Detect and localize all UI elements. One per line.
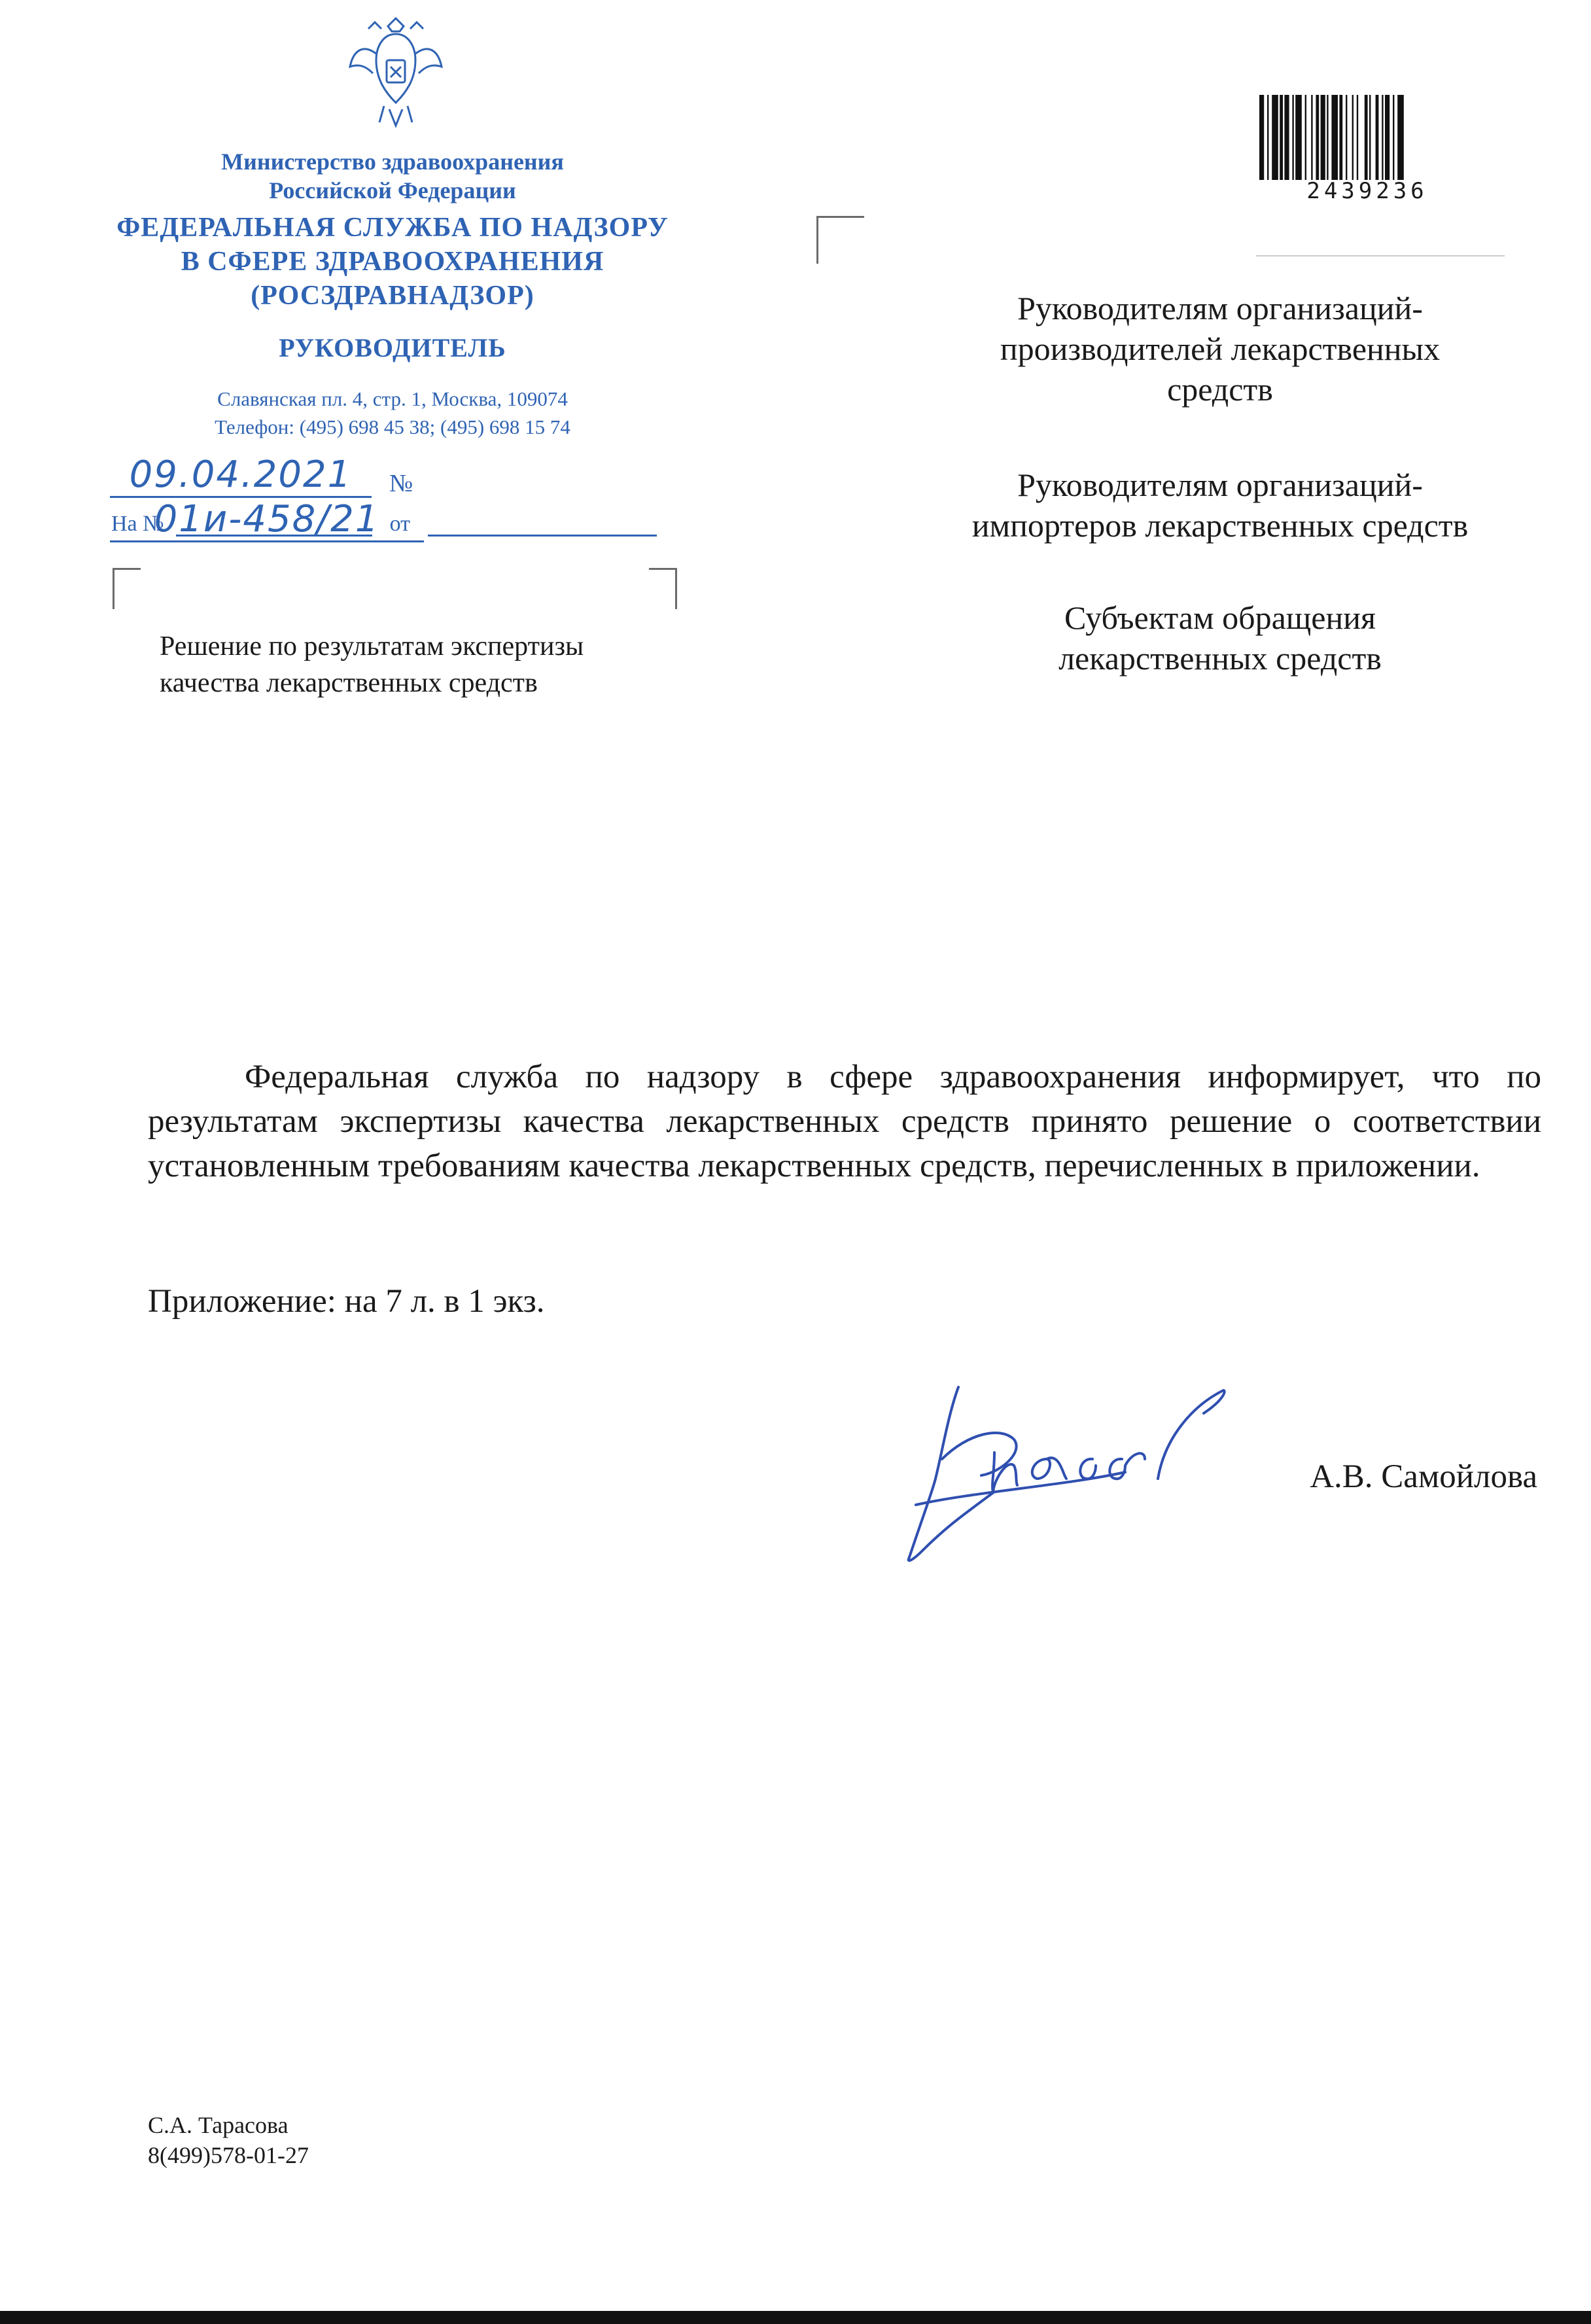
ref-date-blank [428,512,657,537]
service-name [92,211,693,313]
ministry-line-1: Министерство здравоохранения [221,149,564,175]
body-paragraph: Федеральная служба по надзору в сфере здравоохранения информирует, что по результатам экспертизы качества лекарственных средств принято решение о соответствии установленным требованиям качества лекарственных средств, перечисленных в приложении. [148,1059,1541,1184]
barcode-bar [1331,95,1338,180]
barcode-bar [1339,95,1342,180]
executor-block [148,2110,540,2170]
recipient-1-line-2: производителей лекарственных [1000,330,1441,367]
ref-from-label: от [389,512,411,536]
signer-name: А.В. Самойлова [1310,1458,1537,1495]
subject-line-1: Решение по результатам экспертизы [160,631,584,661]
reference-row [111,512,700,537]
ref-number-label: На № [111,512,164,536]
registration-date: 09.04.2021 [110,453,372,498]
barcode-bar [1397,95,1404,180]
ref-number-blank [176,512,372,537]
service-line-1: ФЕДЕРАЛЬНАЯ СЛУЖБА ПО НАДЗОРУ [116,213,669,243]
barcode-bar [1272,95,1278,180]
recipient-1-line-3: средств [1167,371,1273,408]
handwritten-signature [896,1361,1250,1570]
subject-line-2: качества лекарственных средств [160,668,538,698]
service-line-3: (РОСЗДРАВНАДЗОР) [251,281,534,311]
recipient-importers [913,465,1528,546]
barcode-bar [1365,95,1368,180]
role-title: РУКОВОДИТЕЛЬ [279,333,506,362]
phone: Телефон: (495) 698 45 38; (495) 698 15 74 [215,415,570,438]
barcode-bar [1321,95,1325,180]
service-line-2: В СФЕРЕ ЗДРАВООХРАНЕНИЯ [181,247,604,277]
scan-bottom-edge [0,2311,1591,2324]
contact-block [131,385,654,441]
recipient-2-line-2: импортеров лекарственных средств [971,507,1469,544]
executor-name: С.А. Тарасова [148,2112,288,2138]
barcode-bar [1346,95,1347,180]
barcode-bar [1292,95,1293,180]
barcode-bar [1385,95,1390,180]
barcode-bar [1280,95,1283,180]
executor-phone: 8(499)578-01-27 [148,2142,309,2168]
barcode-bar [1382,95,1383,180]
barcode-bar [1305,95,1306,180]
subject [160,628,814,701]
recipient-2-line-1: Руководителям организаций- [1017,467,1423,503]
barcode-bar [1357,95,1358,180]
barcode-bar [1352,95,1354,180]
barcode-bar [1393,95,1394,180]
divider-line [1256,255,1505,256]
barcode-bar [1267,95,1268,180]
barcode-bar [1311,95,1312,180]
recipient-3-line-2: лекарственных средств [1058,640,1382,677]
barcode-bar [1295,95,1302,180]
address-bracket [816,216,864,264]
appendix-note: Приложение: на 7 л. в 1 экз. [148,1283,545,1320]
subject-bracket-right [649,568,677,609]
recipient-1-line-1: Руководителям организаций- [1017,290,1423,326]
barcode-bar [1284,95,1289,180]
ministry-name [157,147,628,205]
recipient-3-line-1: Субъектам обращения [1064,599,1376,636]
barcode-bar [1259,95,1264,180]
barcode-bar [1316,95,1319,180]
recipient-subjects [913,597,1528,678]
ministry-line-2: Российской Федерации [269,177,516,203]
barcode-bar [1327,95,1328,180]
registration-number: 01и-458/21 [110,498,424,542]
address: Славянская пл. 4, стр. 1, Москва, 109074 [217,387,568,410]
barcode-number: 2439236 [1306,178,1428,204]
number-sign: № [389,470,413,497]
coat-of-arms-emblem [343,14,448,132]
barcode [1259,95,1462,180]
barcode-bar [1376,95,1379,180]
barcode-bar [1369,95,1371,180]
recipient-manufacturers [913,288,1528,410]
subject-bracket-left [113,568,141,609]
